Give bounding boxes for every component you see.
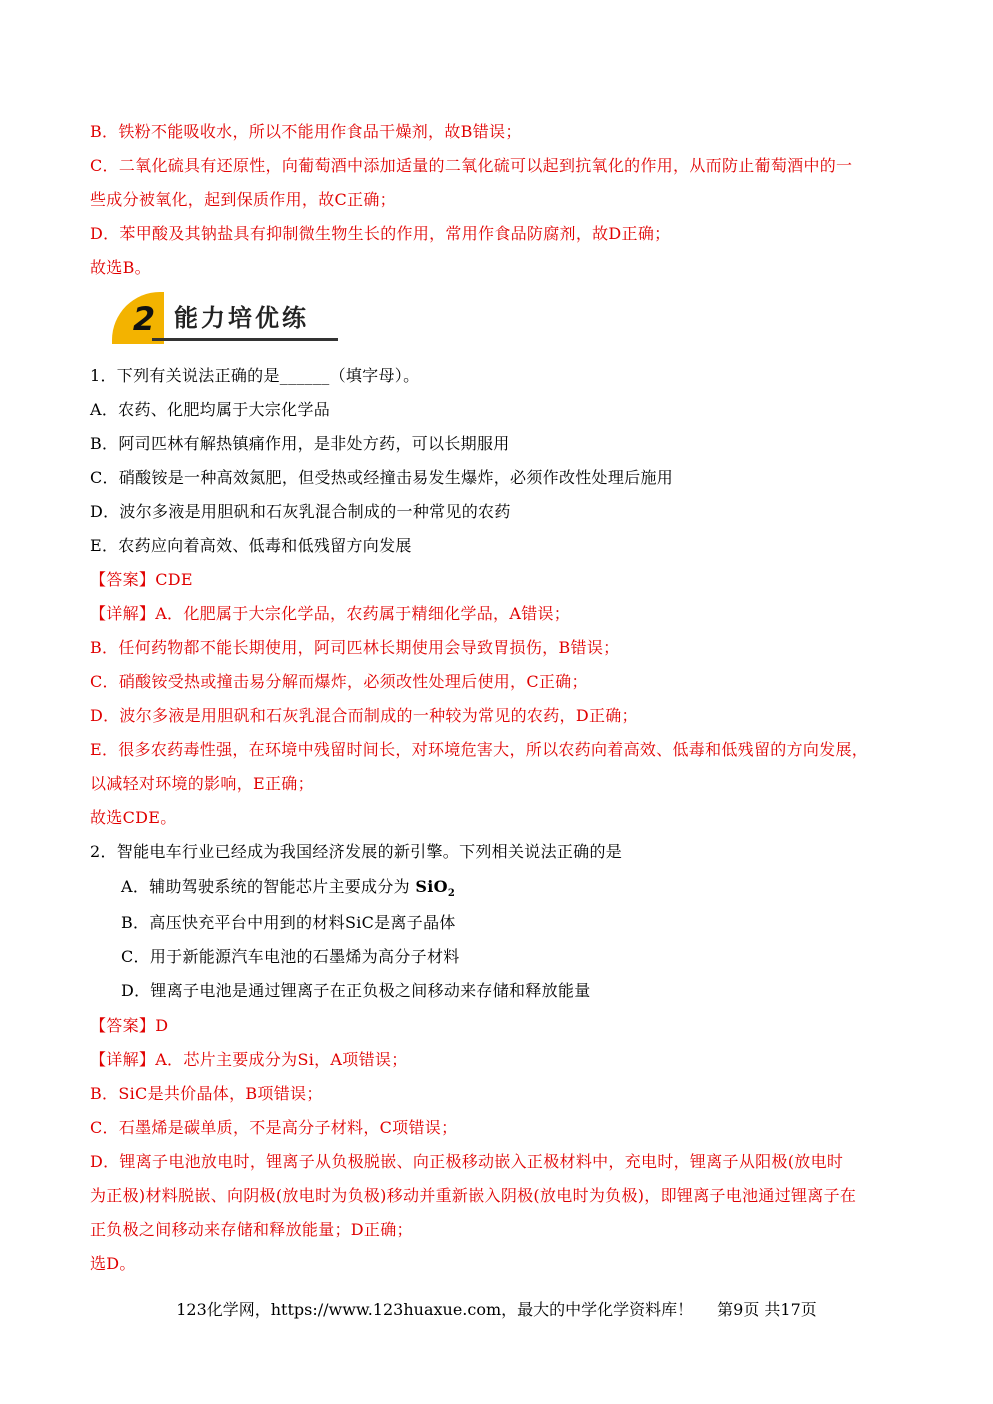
formula-subscript: 2 <box>447 888 456 900</box>
q1-stem: 1．下列有关说法正确的是______（填字母）。 <box>90 366 420 385</box>
q1-detail-e-cont: 以减轻对环境的影响，E正确； <box>90 774 314 793</box>
prev-detail-line-d: D．苯甲酸及其钠盐具有抑制微生物生长的作用，常用作食品防腐剂，故D正确； <box>90 224 671 243</box>
prev-detail-line-c-cont: 些成分被氧化，起到保质作用，故C正确； <box>90 190 396 209</box>
q2-stem: 2．智能电车行业已经成为我国经济发展的新引擎。下列相关说法正确的是 <box>90 842 623 861</box>
prev-conclusion: 故选B。 <box>90 258 151 277</box>
q2-option-a-formula <box>415 877 456 900</box>
q2-option-b: B．高压快充平台中用到的材料SiC是离子晶体 <box>121 913 456 932</box>
q2-option-d: D．锂离子电池是通过锂离子在正负极之间移动来存储和释放能量 <box>121 981 591 1000</box>
q1-detail-d: D．波尔多液是用胆矾和石灰乳混合而制成的一种较为常见的农药，D正确； <box>90 706 638 725</box>
section-underline <box>152 338 338 341</box>
q1-detail-c: C．硝酸铵受热或撞击易分解而爆炸，必须改性处理后使用，C正确； <box>90 672 588 691</box>
q1-detail-a: 【详解】A．化肥属于大宗化学品，农药属于精细化学品，A错误； <box>90 604 571 623</box>
prev-detail-line-b: B．铁粉不能吸收水，所以不能用作食品干燥剂，故B错误； <box>90 122 522 141</box>
q2-answer: 【答案】D <box>90 1016 169 1035</box>
q1-option-b: B．阿司匹林有解热镇痛作用，是非处方药，可以长期服用 <box>90 434 510 453</box>
formula-base: SiO <box>415 877 448 896</box>
q1-detail-b: B．任何药物都不能长期使用，阿司匹林长期使用会导致胃损伤，B错误； <box>90 638 620 657</box>
q2-detail-a: 【详解】A．芯片主要成分为Si，A项错误； <box>90 1050 408 1069</box>
section-number: 2 <box>132 300 156 338</box>
section-header <box>112 292 352 344</box>
q1-answer: 【答案】CDE <box>90 570 193 589</box>
q2-detail-b: B．SiC是共价晶体，B项错误； <box>90 1084 323 1103</box>
section-title: 能力培优练 <box>174 304 309 332</box>
footer-site: 123化学网，https://www.123huaxue.com，最大的中学化学资料库！ <box>176 1300 694 1319</box>
q1-conclusion: 故选CDE。 <box>90 808 177 827</box>
q1-option-c: C．硝酸铵是一种高效氮肥，但受热或经撞击易发生爆炸，必须作改性处理后施用 <box>90 468 674 487</box>
q2-option-a <box>121 877 951 904</box>
q2-option-a-text: A．辅助驾驶系统的智能芯片主要成分为 <box>121 877 410 896</box>
q2-detail-d-cont2: 正负极之间移动来存储和释放能量；D正确； <box>90 1220 413 1239</box>
footer-page-number: 第9页 共17页 <box>717 1300 817 1319</box>
q2-conclusion: 选D。 <box>90 1254 136 1273</box>
prev-detail-line-c: C．二氧化硫具有还原性，向葡萄酒中添加适量的二氧化硫可以起到抗氧化的作用，从而防止葡萄酒中的一 <box>90 156 853 175</box>
q1-option-e: E．农药应向着高效、低毒和低残留方向发展 <box>90 536 412 555</box>
q2-detail-d-cont1: 为正极)材料脱嵌、向阴极(放电时为负极)移动并重新嵌入阴极(放电时为负极)，即锂离子电池通过锂离子在 <box>90 1186 857 1205</box>
q2-detail-c: C．石墨烯是碳单质，不是高分子材料，C项错误； <box>90 1118 458 1137</box>
q2-detail-d: D．锂离子电池放电时，锂离子从负极脱嵌、向正极移动嵌入正极材料中，充电时，锂离子从阳极(放电时 <box>90 1152 844 1171</box>
q2-option-c: C．用于新能源汽车电池的石墨烯为高分子材料 <box>121 947 460 966</box>
q1-option-a: A．农药、化肥均属于大宗化学品 <box>90 400 331 419</box>
page-footer <box>0 1300 993 1320</box>
q1-detail-e: E．很多农药毒性强，在环境中残留时间长，对环境危害大，所以农药向着高效、低毒和低残留的方向发展， <box>90 740 869 759</box>
q1-option-d: D．波尔多液是用胆矾和石灰乳混合制成的一种常见的农药 <box>90 502 511 521</box>
